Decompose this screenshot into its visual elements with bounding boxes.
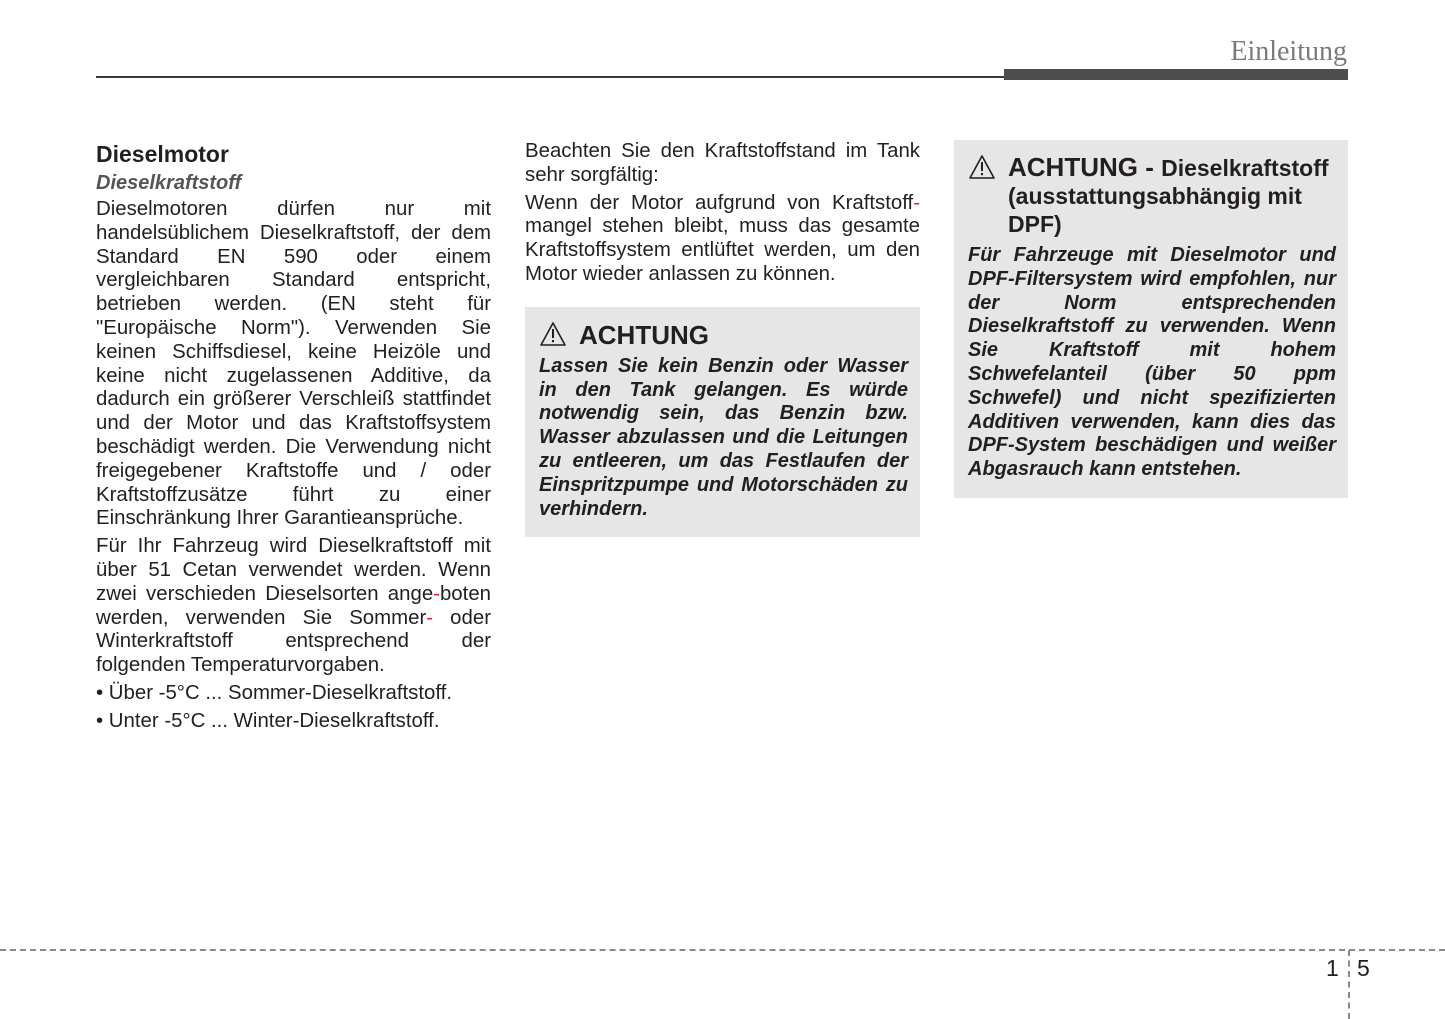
warning-text-dpf: Für Fahrzeuge mit Dieselmotor und DPF-Filtersystem wird empfohlen, nur der Norm entsprechenden Dieselkraftstoff zu verwenden. Wenn Sie Kraftstoff mit hohem Schwefelanteil (über 50 ppm Schwefel) und nicht spezifizierten Additiven verwenden, kann dies das DPF-System beschädigen und weißer Abgasrauch kann entstehen. [968, 244, 1336, 481]
paragraph-fuel-standard: Dieselmotoren dürfen nur mit handelsüblichem Dieselkraftstoff, der dem Standard EN 590 oder einem vergleichbaren Standard entspricht, betrieben werden. (EN steht für "Europäische Norm"). Verwenden Sie keinen Schiffsdiesel, keine Heizöle und keine nicht zugelassenen Additive, da dadurch ein größerer Verschleiß stattfindet und der Motor und das Kraftstoffsystem beschädigt werden. Die Verwendung nicht freigegebener Kraftstoffe und / oder Kraftstoffzusätze führt zu einer Einschränkung Ihrer Garantieansprüche. [96, 198, 491, 530]
warning-triangle-icon [968, 154, 996, 180]
bullet-summer: • Über -5°C ... Sommer-Dieselkraftstoff. [96, 681, 452, 704]
paragraph-cetane: Für Ihr Fahrzeug wird Dieselkraftstoff mit über 51 Cetan verwendet werden. Wenn zwei verschieden Dieselsorten ange-boten werden, verwenden Sie Sommer- oder Winterkraftstoff entsprechend der folgenden Temperaturvorgaben. [96, 535, 491, 677]
header-rule [96, 76, 1006, 78]
footer-rule [0, 949, 1445, 951]
section-subheading: Dieselkraftstoff [96, 172, 242, 194]
footer-separator [1348, 950, 1350, 1019]
page-number: 5 [1357, 955, 1370, 981]
chapter-number: 1 [1326, 955, 1339, 981]
paragraph-fuel-shortage: Wenn der Motor aufgrund von Kraftstoff-mangel stehen bleibt, muss das gesamte Kraftstoffsystem entlüftet werden, um den Motor wieder anlassen zu können. [525, 191, 920, 285]
column-right [954, 140, 1348, 498]
warning-title-dpf: ACHTUNG - Dieselkraftstoff (ausstattungsabhängig mit DPF) [968, 154, 1336, 238]
section-heading: Dieselmotor [96, 141, 229, 167]
chapter-title: Einleitung [1230, 36, 1347, 67]
warning-text: Lassen Sie kein Benzin oder Wasser in den Tank gelangen. Es würde notwendig sein, das Benzin bzw. Wasser abzulassen und die Leitungen zu entleeren, um das Festlaufen der Einspritzpumpe und Motorschäden zu verhindern. [539, 354, 908, 520]
warning-box-dpf [954, 140, 1348, 498]
header-bar [1004, 69, 1348, 80]
paragraph-fuel-level: Beachten Sie den Kraftstoffstand im Tank sehr sorgfältig: [525, 140, 920, 186]
bullet-winter: • Unter -5°C ... Winter-Dieselkraftstoff. [96, 709, 440, 732]
column-left [96, 140, 491, 738]
column-middle [525, 140, 920, 537]
warning-box-petrol [525, 307, 920, 538]
warning-triangle-icon [539, 321, 567, 347]
warning-title: ACHTUNG [539, 321, 908, 349]
